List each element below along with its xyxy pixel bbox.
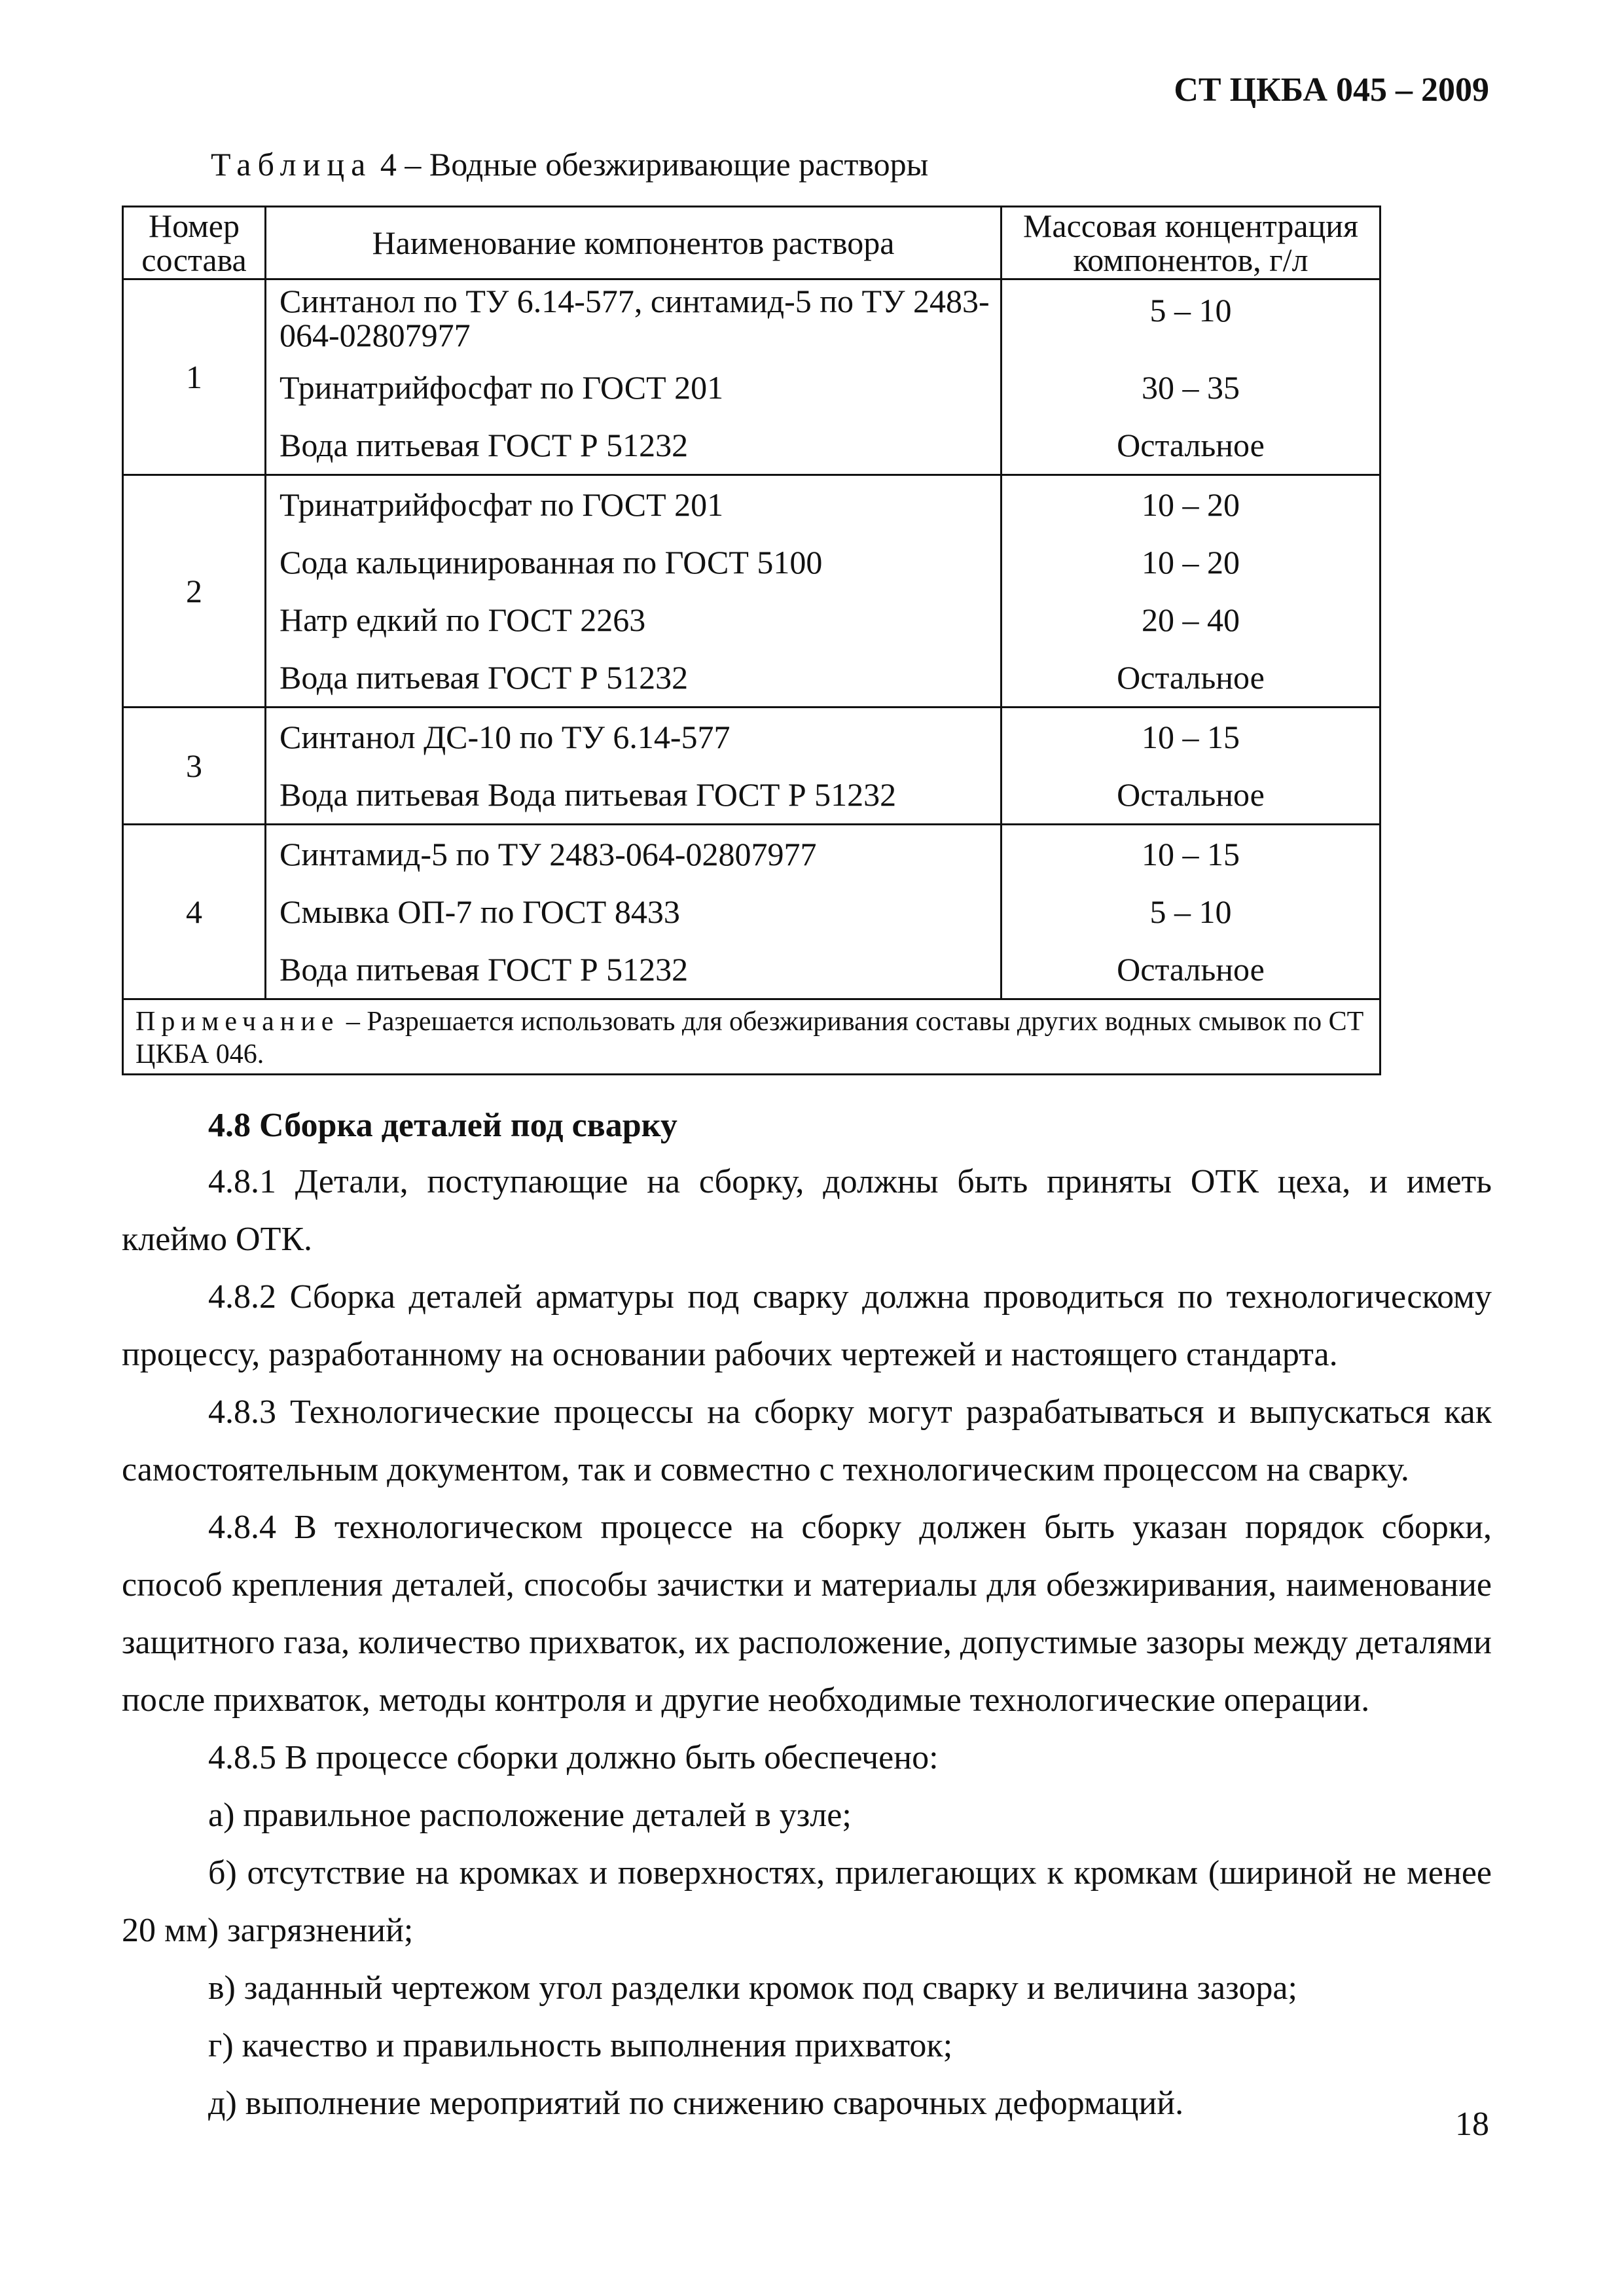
list-item-d: д) выполнение мероприятий по снижению сварочных деформаций. xyxy=(208,2085,1184,2122)
paragraph-4-8-4: 4.8.4 В технологическом процессе на сборку должен быть указан порядок сборки, способ крепления деталей, способы зачистки и материалы для обезжиривания, наименование защитного газа, количество прихваток, их расположение, допустимые зазоры между деталями после прихваток, методы контроля и другие необходимые технологические операции. xyxy=(122,1509,1492,1719)
list-item-v: в) заданный чертежом угол разделки кромок под сварку и величина зазора; xyxy=(208,1969,1297,2007)
concentration-cell xyxy=(1001,708,1380,825)
list-item-g: г) качество и правильность выполнения прихваток; xyxy=(208,2027,953,2064)
list-item-b: б) отсутствие на кромках и поверхностях, прилегающих к кромкам (шириной не менее 20 мм) загрязнений; xyxy=(122,1854,1492,1949)
component-name: Вода питьевая ГОСТ Р 51232 xyxy=(280,659,689,696)
col-header-number: Номер состава xyxy=(123,207,266,279)
paragraph-4-8-2: 4.8.2 Сборка деталей арматуры под сварку должна проводиться по технологическому процессу, разработанному на основании рабочих чертежей и настоящего стандарта. xyxy=(122,1278,1492,1373)
component-concentration: 10 – 15 xyxy=(1142,836,1240,872)
page-number: 18 xyxy=(1455,2106,1489,2143)
component-concentration: Остальное xyxy=(1117,776,1265,813)
list-item-a: а) правильное расположение деталей в узле; xyxy=(208,1797,852,1834)
component-concentration: 10 – 15 xyxy=(1142,719,1240,755)
component-name: Сода кальцинированная по ГОСТ 5100 xyxy=(280,544,823,581)
component-name: Тринатрийфосфат по ГОСТ 201 xyxy=(280,486,724,523)
table-note xyxy=(123,999,1380,1075)
component-name: Тринатрийфосфат по ГОСТ 201 xyxy=(280,369,724,406)
concentration-cell xyxy=(1001,475,1380,708)
col-header-name: Наименование компонентов раствора xyxy=(266,207,1001,279)
component-name: Синтанол по ТУ 6.14-577, синтамид-5 по ТУ 2483-064-02807977 xyxy=(280,283,990,353)
document-code-header: СТ ЦКБА 045 – 2009 xyxy=(1174,71,1489,109)
paragraph-4-8-3: 4.8.3 Технологические процессы на сборку могут разрабатываться и выпускаться как самостоятельным документом, так и совместно с технологическим процессом на сварку. xyxy=(122,1393,1492,1488)
table-note-row xyxy=(123,999,1380,1075)
composition-number: 1 xyxy=(123,279,266,475)
component-name: Вода питьевая ГОСТ Р 51232 xyxy=(280,427,689,463)
component-name: Синтанол ДС-10 по ТУ 6.14-577 xyxy=(280,719,731,755)
table-row xyxy=(123,708,1380,825)
component-name: Вода питьевая ГОСТ Р 51232 xyxy=(280,951,689,988)
composition-number: 3 xyxy=(123,708,266,825)
table-caption-text: 4 – Водные обезжиривающие растворы xyxy=(372,146,929,183)
section-body xyxy=(122,1153,1492,2132)
paragraph-4-8-1: 4.8.1 Детали, поступающие на сборку, должны быть приняты ОТК цеха, и иметь клеймо ОТК. xyxy=(122,1163,1492,1258)
component-names-cell xyxy=(266,708,1001,825)
concentration-cell xyxy=(1001,825,1380,999)
composition-number: 4 xyxy=(123,825,266,999)
component-concentration: 30 – 35 xyxy=(1142,369,1240,406)
table-caption xyxy=(211,145,928,183)
table-row xyxy=(123,475,1380,708)
table-body xyxy=(123,279,1380,999)
paragraph-4-8-5: 4.8.5 В процессе сборки должно быть обеспечено: xyxy=(208,1739,939,1776)
table-row xyxy=(123,279,1380,475)
component-names-cell xyxy=(266,825,1001,999)
component-concentration: 10 – 20 xyxy=(1142,486,1240,523)
degreasing-solutions-table xyxy=(122,206,1381,1075)
component-names-cell xyxy=(266,279,1001,475)
component-concentration: Остальное xyxy=(1117,951,1265,988)
component-concentration: Остальное xyxy=(1117,659,1265,696)
table-caption-label: Таблица xyxy=(211,146,372,183)
component-concentration: 20 – 40 xyxy=(1142,601,1240,638)
col-header-concentration: Массовая концентрация компонентов, г/л xyxy=(1001,207,1380,279)
note-label: Примечание xyxy=(135,1007,340,1037)
composition-number: 2 xyxy=(123,475,266,708)
component-name: Вода питьевая Вода питьевая ГОСТ Р 51232 xyxy=(280,776,897,813)
component-concentration: 5 – 10 xyxy=(1149,292,1232,329)
component-concentration: 5 – 10 xyxy=(1149,893,1232,930)
concentration-cell xyxy=(1001,279,1380,475)
component-concentration: Остальное xyxy=(1117,427,1265,463)
note-text: – Разрешается использовать для обезжиривания составы других водных смывок по СТ ЦКБА 046. xyxy=(135,1007,1364,1069)
section-title: 4.8 Сборка деталей под сварку xyxy=(208,1107,677,1144)
table-row xyxy=(123,825,1380,999)
table-header-row xyxy=(123,207,1380,279)
component-name: Синтамид-5 по ТУ 2483-064-02807977 xyxy=(280,836,817,872)
component-name: Натр едкий по ГОСТ 2263 xyxy=(280,601,646,638)
component-concentration: 10 – 20 xyxy=(1142,544,1240,581)
component-name: Смывка ОП-7 по ГОСТ 8433 xyxy=(280,893,680,930)
component-names-cell xyxy=(266,475,1001,708)
